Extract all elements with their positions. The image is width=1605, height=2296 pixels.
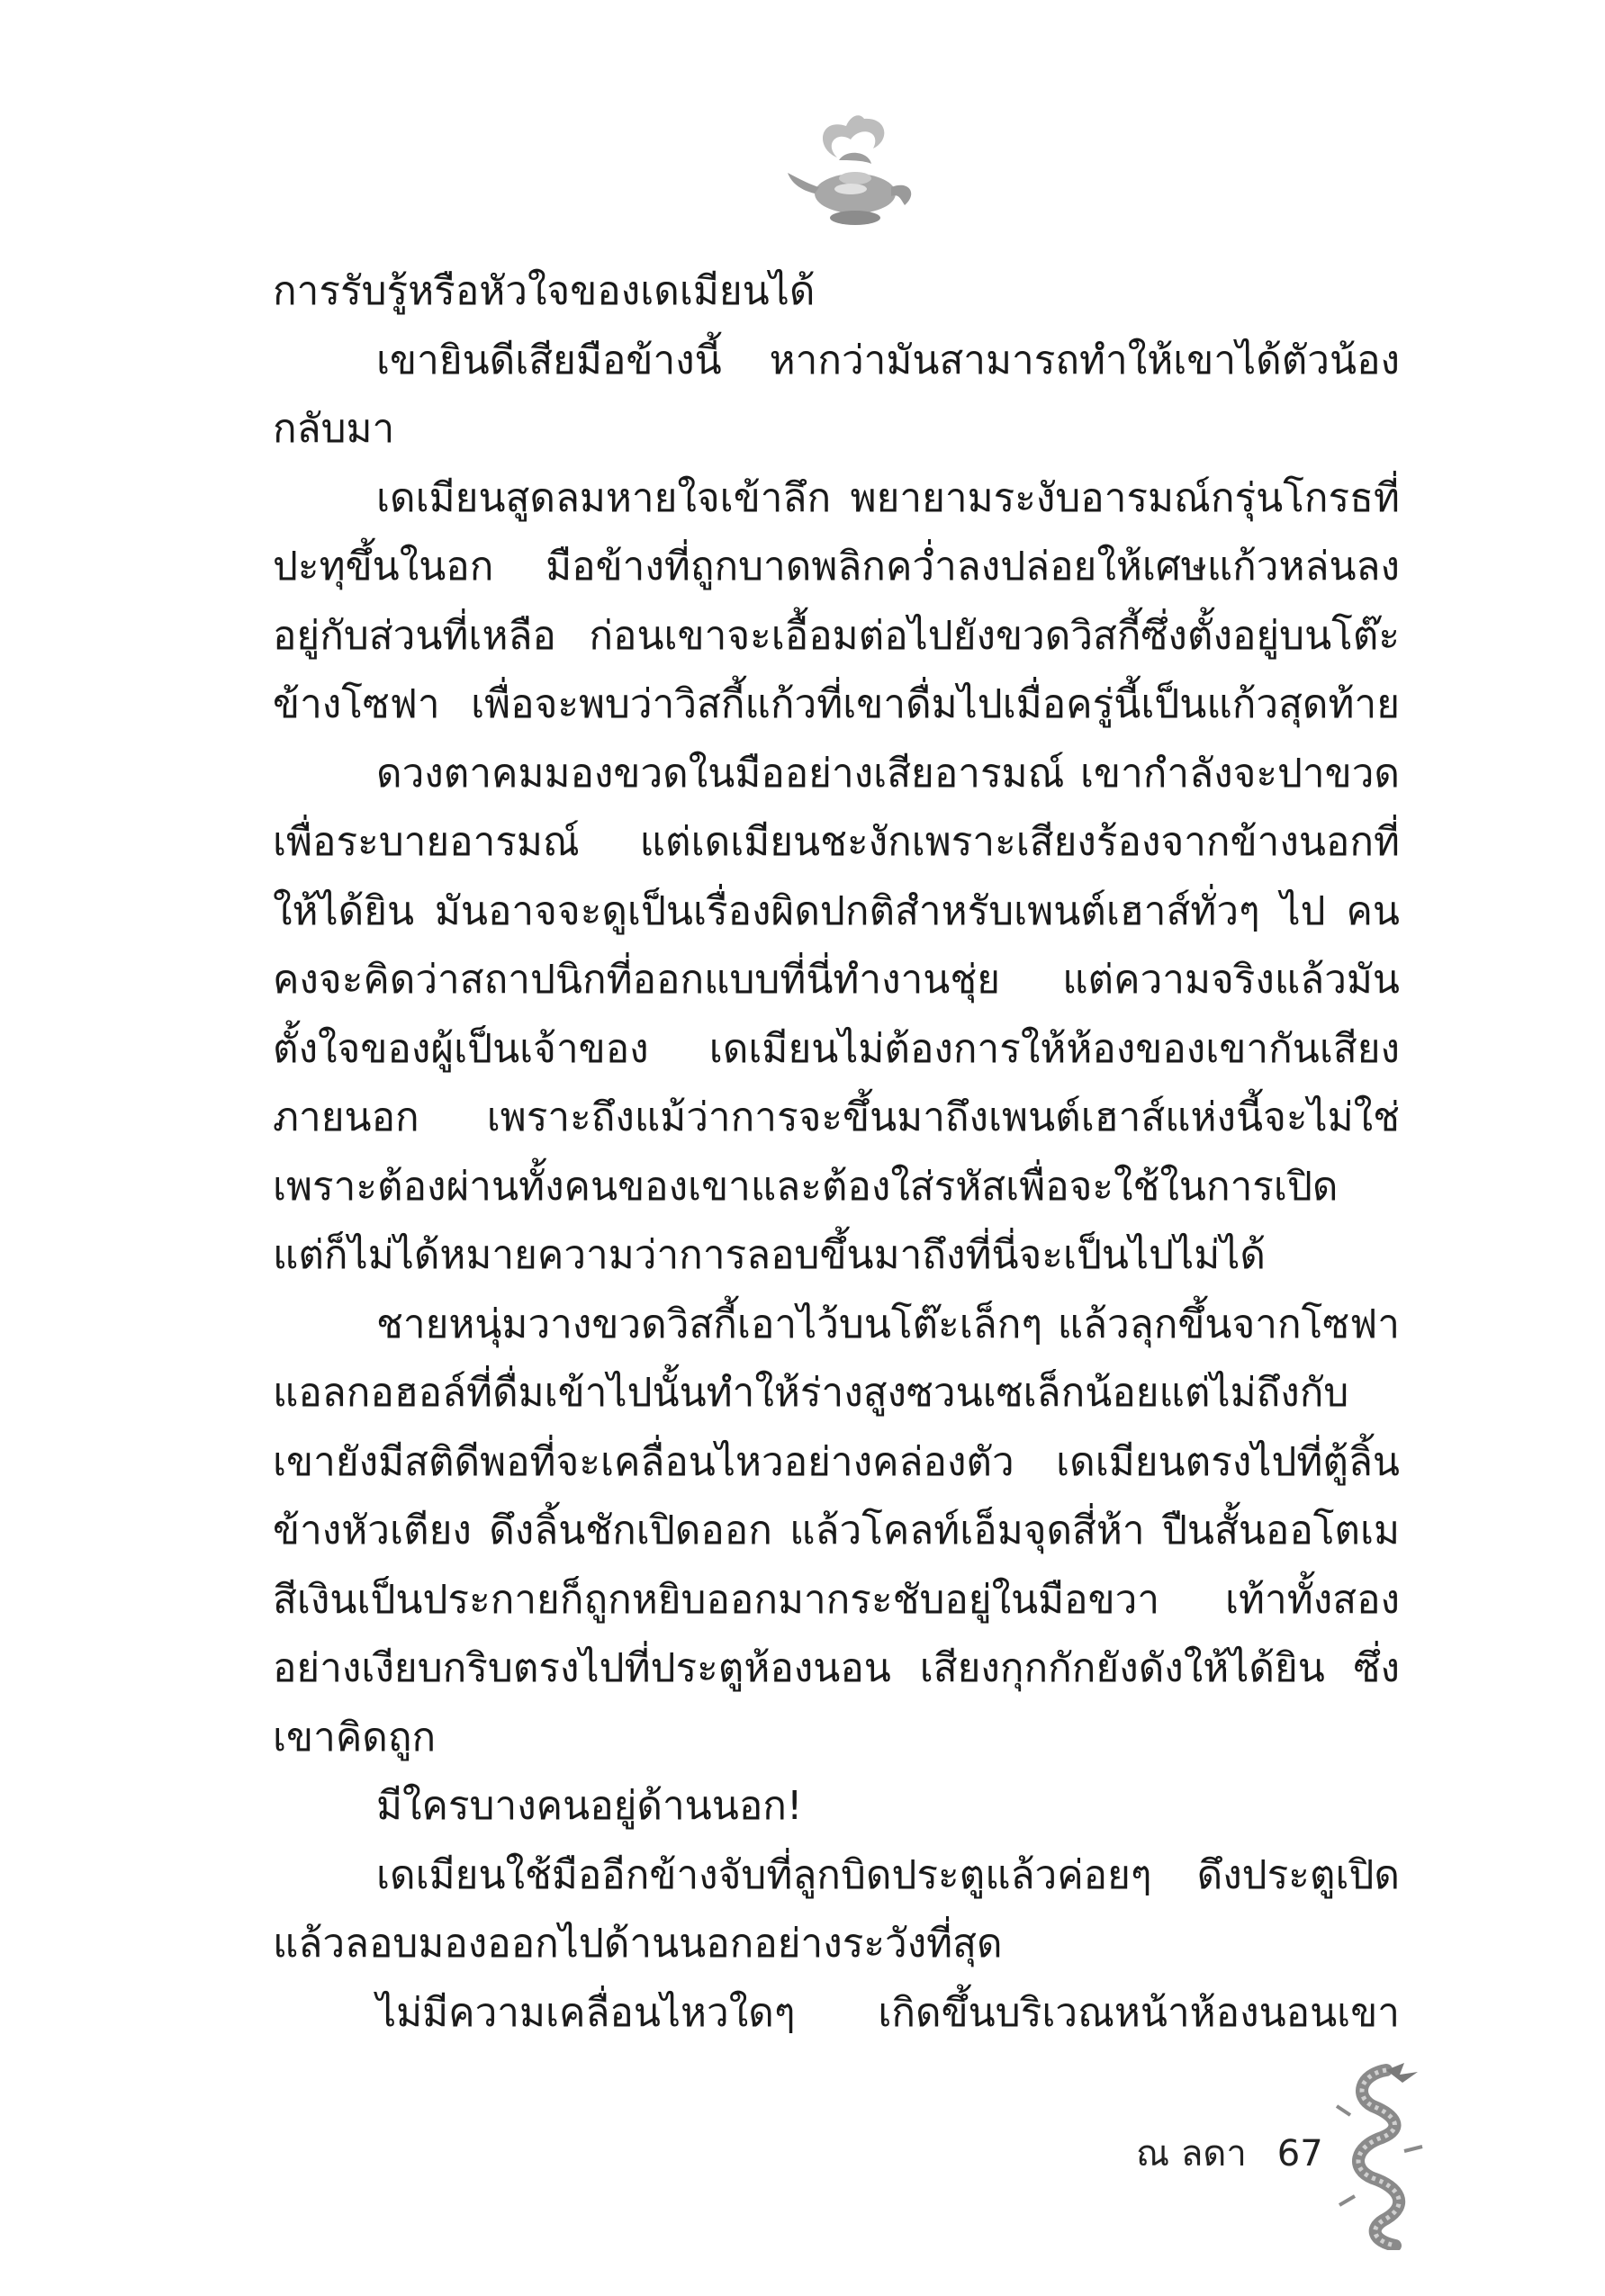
text-line: อย่างเงียบกริบตรงไปที่ประตูห้องนอน เสียงกุกกักยังดังให้ได้ยิน ซึ่ง [273, 1645, 1400, 1691]
text-line: ภายนอก เพราะถึงแม้ว่าการจะขึ้นมาถึงเพนต์เฮาส์แห่งนี้จะไม่ใช่ [273, 1094, 1400, 1140]
text-line: ปะทุขึ้นในอก มือข้างที่ถูกบาดพลิกคว่ำลงปล่อยให้เศษแก้วหล่นลง [273, 544, 1400, 590]
dragon-icon [1332, 2061, 1431, 2250]
text-line: ตั้งใจของผู้เป็นเจ้าของ เดเมียนไม่ต้องการให้ห้องของเขากันเสียง [273, 1025, 1400, 1072]
magic-lamp-icon [783, 108, 927, 243]
text-line: ข้างโซฟา เพื่อจะพบว่าวิสกี้แก้วที่เขาดื่มไปเมื่อครู่นี้เป็นแก้วสุดท้าย [273, 681, 1400, 727]
author-name: ณ ลดา [1136, 2133, 1247, 2174]
text-line: การรับรู้หรือหัวใจของเดเมียนได้ [273, 268, 816, 314]
page-number: 67 [1276, 2133, 1323, 2174]
text-line: เขายังมีสติดีพอที่จะเคลื่อนไหวอย่างคล่องตัว เดเมียนตรงไปที่ตู้ลิ้น [273, 1438, 1400, 1485]
text-line: อยู่กับส่วนที่เหลือ ก่อนเขาจะเอื้อมต่อไปยังขวดวิสกี้ซึ่งตั้งอยู่บนโต๊ะ [273, 612, 1400, 659]
text-line: ดวงตาคมมองขวดในมืออย่างเสียอารมณ์ เขากำลังจะปาขวด [376, 750, 1400, 797]
text-line: แต่ก็ไม่ได้หมายความว่าการลอบขึ้นมาถึงที่นี่จะเป็นไปไม่ได้ [273, 1232, 1266, 1278]
text-line: ข้างหัวเตียง ดึงลิ้นชักเปิดออก แล้วโคลท์เอ็มจุดสี่ห้า ปืนสั้นออโตเม [273, 1508, 1400, 1553]
text-line: เดเมียนใช้มืออีกข้างจับที่ลูกบิดประตูแล้วค่อยๆ ดึงประตูเปิด [376, 1851, 1400, 1898]
text-line: เพื่อระบายอารมณ์ แต่เดเมียนชะงักเพราะเสียงร้องจากข้างนอกที่ [273, 819, 1400, 865]
text-line: ให้ได้ยิน มันอาจจะดูเป็นเรื่องผิดปกติสำหรับเพนต์เฮาส์ทั่วๆ ไป คน [273, 887, 1400, 934]
text-line: ไม่มีความเคลื่อนไหวใดๆ เกิดขึ้นบริเวณหน้าห้องนอนเขา [376, 1989, 1400, 2036]
text-line: ชายหนุ่มวางขวดวิสกี้เอาไว้บนโต๊ะเล็กๆ แล้วลุกขึ้นจากโซฟา [376, 1301, 1400, 1347]
text-line: กลับมา [273, 406, 395, 452]
text-line: เขาคิดถูก [273, 1714, 437, 1760]
text-line: เดเมียนสูดลมหายใจเข้าลึก พยายามระงับอารมณ์กรุ่นโกรธที่ [376, 474, 1400, 521]
text-line: มีใครบางคนอยู่ด้านนอก! [376, 1783, 803, 1829]
page-footer [1136, 2124, 1354, 2182]
body-text [273, 257, 1400, 2048]
text-line: สีเงินเป็นประกายก็ถูกหยิบออกมากระชับอยู่ในมือขวา เท้าทั้งสอง [273, 1576, 1400, 1623]
text-line: เขายินดีเสียมือข้างนี้ หากว่ามันสามารถทำให้เขาได้ตัวน้อง [376, 337, 1400, 383]
text-line: แอลกอฮอล์ที่ดื่มเข้าไปนั้นทำให้ร่างสูงซวนเซเล็กน้อยแต่ไม่ถึงกับ [273, 1370, 1349, 1416]
text-line: คงจะคิดว่าสถาปนิกที่ออกแบบที่นี่ทำงานชุ่ย แต่ความจริงแล้วมัน [273, 957, 1400, 1003]
text-line: แล้วลอบมองออกไปด้านนอกอย่างระวังที่สุด [273, 1921, 1003, 1967]
text-line: เพราะต้องผ่านทั้งคนของเขาและต้องใส่รหัสเพื่อจะใช้ในการเปิด [273, 1163, 1339, 1210]
